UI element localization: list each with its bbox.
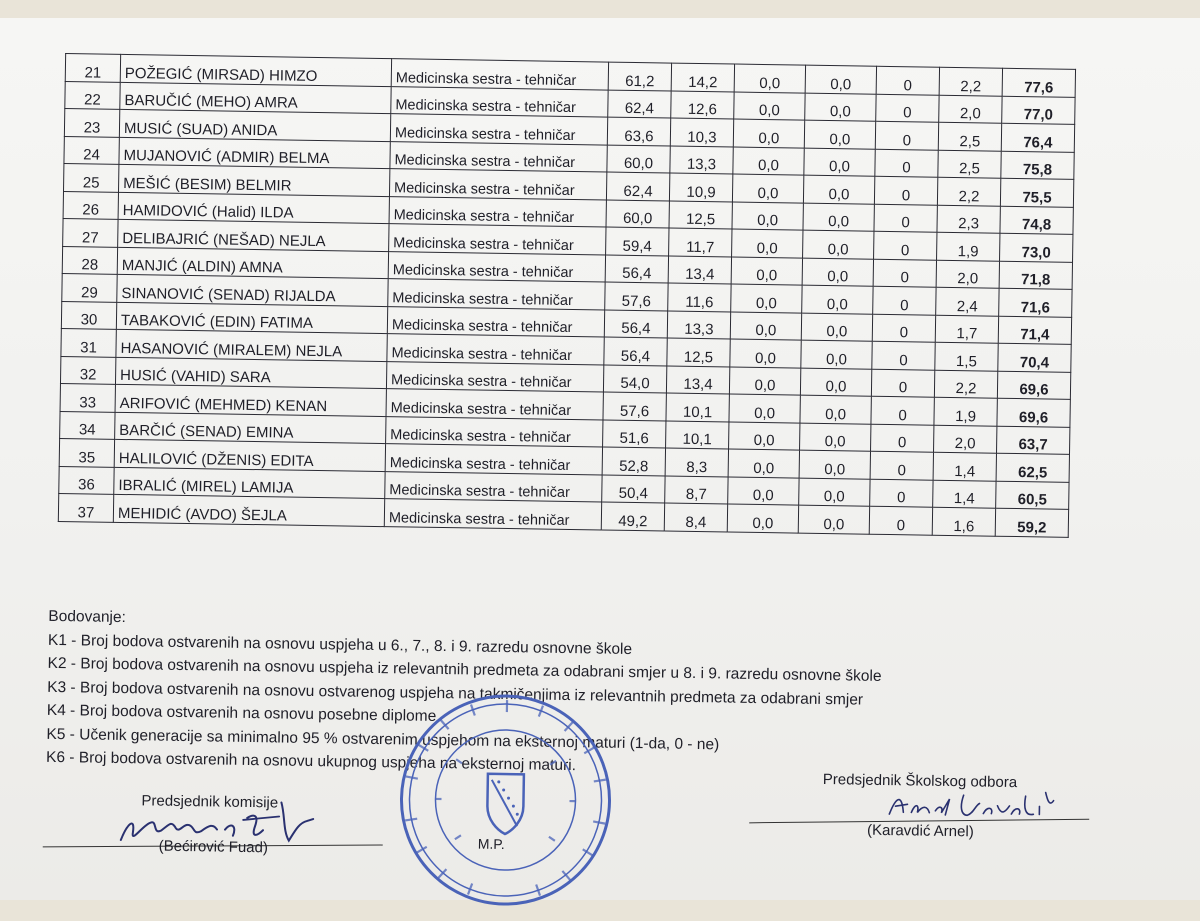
- k3-cell: 0,0: [732, 202, 803, 231]
- name-cell: MANJIĆ (ALDIN) AMNA: [117, 247, 388, 279]
- k6-cell: 1,6: [932, 507, 995, 535]
- name-cell: DELIBAJRIĆ (NEŠAD) NEJLA: [118, 219, 389, 251]
- k6-cell: 1,7: [935, 315, 998, 343]
- legend-item-k5: K5 - Učenik generacije sa minimalno 95 % ostvarenim uspjehom na eksternoj maturi (1-da, 0 - ne): [46, 725, 720, 753]
- k4-cell: 0,0: [802, 258, 873, 287]
- k5-cell: 0: [873, 259, 936, 287]
- total-cell: 69,6: [997, 371, 1070, 400]
- program-cell: Medicinska sestra - tehničar: [388, 251, 605, 282]
- k2-cell: 10,9: [669, 173, 732, 201]
- k3-cell: 0,0: [730, 339, 801, 368]
- k5-cell: 0: [874, 231, 937, 259]
- program-cell: Medicinska sestra - tehničar: [386, 416, 603, 447]
- k5-cell: 0: [870, 479, 933, 507]
- total-cell: 77,0: [1002, 96, 1075, 125]
- rank-cell: 35: [59, 438, 114, 466]
- k6-cell: 2,0: [939, 95, 1002, 123]
- k3-cell: 0,0: [730, 312, 801, 341]
- name-cell: MEŠIĆ (BESIM) BELMIR: [119, 164, 390, 196]
- k4-cell: 0,0: [798, 505, 869, 534]
- k4-cell: 0,0: [800, 368, 871, 397]
- rank-cell: 31: [61, 329, 116, 357]
- rank-cell: 37: [58, 493, 113, 521]
- rank-cell: 21: [65, 54, 120, 82]
- rank-cell: 32: [60, 356, 115, 384]
- k5-cell: 0: [869, 506, 932, 534]
- k2-cell: 13,4: [668, 256, 731, 284]
- total-cell: 62,5: [996, 453, 1069, 482]
- k1-cell: 60,0: [607, 145, 670, 173]
- k4-cell: 0,0: [800, 395, 871, 424]
- program-cell: Medicinska sestra - tehničar: [389, 196, 606, 227]
- k6-cell: 2,2: [934, 370, 997, 398]
- k1-cell: 60,0: [606, 200, 669, 228]
- school-seal-stamp: [394, 688, 617, 911]
- k5-cell: 0: [871, 396, 934, 424]
- k6-cell: 2,5: [938, 150, 1001, 178]
- program-cell: Medicinska sestra - tehničar: [390, 114, 607, 145]
- k3-cell: 0,0: [734, 64, 805, 93]
- rank-cell: 33: [60, 383, 115, 411]
- k3-cell: 0,0: [731, 284, 802, 313]
- school-board-president-title: Predsjednik Školskog odbora: [822, 771, 1018, 792]
- results-table-body: [58, 54, 1075, 537]
- rank-cell: 24: [64, 136, 119, 164]
- k6-cell: 1,9: [937, 232, 1000, 260]
- k1-cell: 56,4: [605, 255, 668, 283]
- rank-cell: 22: [65, 81, 120, 109]
- k4-cell: 0,0: [805, 93, 876, 122]
- legend-item-k1: K1 - Broj bodova ostvarenih na osnovu uspjeha u 6., 7., 8. i 9. razredu osnovne škole: [47, 631, 633, 658]
- name-cell: ARIFOVIĆ (MEHMED) KENAN: [115, 384, 386, 416]
- name-cell: HASANOVIĆ (MIRALEM) NEJLA: [116, 329, 387, 361]
- k1-cell: 51,6: [603, 420, 666, 448]
- name-cell: BARČIĆ (SENAD) EMINA: [115, 412, 386, 444]
- k1-cell: 49,2: [601, 502, 664, 530]
- k4-cell: 0,0: [804, 148, 875, 177]
- rank-cell: 25: [64, 164, 119, 192]
- total-cell: 71,6: [999, 288, 1072, 317]
- k2-cell: 10,1: [666, 393, 729, 421]
- k5-cell: 0: [874, 204, 937, 232]
- name-cell: SINANOVIĆ (SENAD) RIJALDA: [117, 274, 388, 306]
- k6-cell: 1,4: [933, 452, 996, 480]
- k3-cell: 0,0: [728, 449, 799, 478]
- rank-cell: 36: [59, 466, 114, 494]
- k3-cell: 0,0: [732, 174, 803, 203]
- commission-president-name: (Bećirović Fuad): [158, 837, 269, 857]
- k6-cell: 2,5: [938, 122, 1001, 150]
- k1-cell: 62,4: [608, 90, 671, 118]
- legend-heading: Bodovanje:: [48, 607, 127, 627]
- name-cell: BARUČIĆ (MEHO) AMRA: [120, 82, 391, 114]
- k6-cell: 2,3: [937, 205, 1000, 233]
- k5-cell: 0: [876, 94, 939, 122]
- name-cell: MUJANOVIĆ (ADMIR) BELMA: [119, 137, 390, 169]
- k4-cell: 0,0: [803, 203, 874, 232]
- program-cell: Medicinska sestra - tehničar: [386, 389, 603, 420]
- k1-cell: 62,4: [606, 172, 669, 200]
- program-cell: Medicinska sestra - tehničar: [391, 59, 608, 90]
- k6-cell: 2,2: [937, 177, 1000, 205]
- total-cell: 74,8: [1000, 206, 1073, 235]
- k2-cell: 12,6: [671, 91, 734, 119]
- results-table: [58, 53, 1076, 537]
- k5-cell: 0: [871, 424, 934, 452]
- k4-cell: 0,0: [803, 175, 874, 204]
- k2-cell: 10,1: [666, 421, 729, 449]
- total-cell: 63,7: [997, 426, 1070, 455]
- k5-cell: 0: [872, 341, 935, 369]
- k4-cell: 0,0: [805, 65, 876, 94]
- k2-cell: 10,3: [670, 118, 733, 146]
- k2-cell: 13,3: [667, 311, 730, 339]
- k2-cell: 11,6: [668, 283, 731, 311]
- k5-cell: 0: [871, 369, 934, 397]
- k3-cell: 0,0: [733, 147, 804, 176]
- program-cell: Medicinska sestra - tehničar: [388, 279, 605, 310]
- legend-item-k2: K2 - Broj bodova ostvarenih na osnovu uspjeha iz relevantnih predmeta za odabrani smjer u 8. i 9. razredu osnovne škole: [47, 654, 882, 685]
- total-cell: 71,8: [999, 261, 1072, 290]
- rank-cell: 23: [64, 109, 119, 137]
- k4-cell: 0,0: [799, 478, 870, 507]
- k1-cell: 61,2: [608, 62, 671, 90]
- total-cell: 60,5: [996, 481, 1069, 510]
- rank-cell: 30: [61, 301, 116, 329]
- name-cell: HALILOVIĆ (DŽENIS) EDITA: [114, 439, 385, 471]
- k1-cell: 56,4: [604, 337, 667, 365]
- k3-cell: 0,0: [728, 476, 799, 505]
- k5-cell: 0: [872, 314, 935, 342]
- k1-cell: 52,8: [602, 447, 665, 475]
- rank-cell: 28: [62, 246, 117, 274]
- k5-cell: 0: [873, 286, 936, 314]
- name-cell: HUSIĆ (VAHID) SARA: [115, 357, 386, 389]
- k3-cell: 0,0: [729, 422, 800, 451]
- k4-cell: 0,0: [802, 285, 873, 314]
- stamp-placeholder-label: M.P.: [477, 835, 505, 853]
- program-cell: Medicinska sestra - tehničar: [386, 361, 603, 392]
- total-cell: 76,4: [1001, 123, 1074, 152]
- rank-cell: 29: [62, 274, 117, 302]
- program-cell: Medicinska sestra - tehničar: [387, 306, 604, 337]
- k3-cell: 0,0: [729, 394, 800, 423]
- k2-cell: 11,7: [669, 228, 732, 256]
- k6-cell: 2,0: [936, 260, 999, 288]
- k1-cell: 50,4: [602, 475, 665, 503]
- k2-cell: 14,2: [671, 63, 734, 91]
- commission-president-title: Predsjednik komisije: [141, 792, 279, 812]
- legend-item-k3: K3 - Broj bodova ostvarenih na osnovu ostvarenog uspjeha na takmičenjima iz relevantnih predmeta za odabrani smjer: [47, 678, 864, 709]
- total-cell: 73,0: [1000, 233, 1073, 262]
- k2-cell: 8,4: [664, 503, 727, 531]
- rank-cell: 26: [63, 191, 118, 219]
- k4-cell: 0,0: [799, 450, 870, 479]
- k2-cell: 8,3: [665, 448, 728, 476]
- program-cell: Medicinska sestra - tehničar: [390, 141, 607, 172]
- k3-cell: 0,0: [733, 119, 804, 148]
- name-cell: TABAKOVIĆ (EDIN) FATIMA: [116, 302, 387, 334]
- k1-cell: 57,6: [605, 282, 668, 310]
- k6-cell: 1,4: [933, 480, 996, 508]
- k2-cell: 13,3: [670, 146, 733, 174]
- name-cell: HAMIDOVIĆ (Halid) ILDA: [118, 192, 389, 224]
- k2-cell: 13,4: [666, 366, 729, 394]
- k5-cell: 0: [870, 451, 933, 479]
- k3-cell: 0,0: [731, 257, 802, 286]
- k1-cell: 57,6: [603, 392, 666, 420]
- program-cell: Medicinska sestra - tehničar: [384, 499, 601, 530]
- total-cell: 77,6: [1002, 68, 1075, 97]
- k1-cell: 63,6: [607, 117, 670, 145]
- program-cell: Medicinska sestra - tehničar: [389, 224, 606, 255]
- k6-cell: 2,4: [936, 287, 999, 315]
- rank-cell: 34: [60, 411, 115, 439]
- program-cell: Medicinska sestra - tehničar: [387, 334, 604, 365]
- school-board-president-name: (Karavdić Arnel): [866, 821, 974, 841]
- k5-cell: 0: [876, 66, 939, 94]
- total-cell: 75,8: [1001, 151, 1074, 180]
- total-cell: 59,2: [995, 508, 1068, 537]
- k1-cell: 59,4: [606, 227, 669, 255]
- legend-item-k6: K6 - Broj bodova ostvarenih na osnovu ukupnog uspjeha na eksternoj maturi.: [45, 748, 577, 775]
- k4-cell: 0,0: [804, 120, 875, 149]
- program-cell: Medicinska sestra - tehničar: [389, 169, 606, 200]
- name-cell: MUSIĆ (SUAD) ANIDA: [119, 109, 390, 141]
- k1-cell: 56,4: [604, 310, 667, 338]
- rank-cell: 27: [63, 219, 118, 247]
- total-cell: 70,4: [998, 343, 1071, 372]
- k4-cell: 0,0: [803, 230, 874, 259]
- k6-cell: 1,5: [935, 342, 998, 370]
- legend-item-k4: K4 - Broj bodova ostvarenih na osnovu posebne diplome: [46, 701, 437, 725]
- total-cell: 71,4: [998, 316, 1071, 345]
- program-cell: Medicinska sestra - tehničar: [385, 471, 602, 502]
- total-cell: 75,5: [1000, 178, 1073, 207]
- k2-cell: 8,7: [665, 476, 728, 504]
- k6-cell: 1,9: [934, 397, 997, 425]
- name-cell: POŽEGIĆ (MIRSAD) HIMZO: [120, 54, 391, 86]
- k6-cell: 2,0: [934, 425, 997, 453]
- k4-cell: 0,0: [801, 340, 872, 369]
- k2-cell: 12,5: [669, 201, 732, 229]
- k3-cell: 0,0: [732, 229, 803, 258]
- k1-cell: 54,0: [603, 365, 666, 393]
- k3-cell: 0,0: [729, 367, 800, 396]
- name-cell: IBRALIĆ (MIREL) LAMIJA: [114, 467, 385, 499]
- k6-cell: 2,2: [939, 67, 1002, 95]
- total-cell: 69,6: [997, 398, 1070, 427]
- k5-cell: 0: [874, 176, 937, 204]
- k4-cell: 0,0: [800, 423, 871, 452]
- program-cell: Medicinska sestra - tehničar: [385, 444, 602, 475]
- name-cell: MEHIDIĆ (AVDO) ŠEJLA: [113, 494, 384, 526]
- k5-cell: 0: [875, 121, 938, 149]
- program-cell: Medicinska sestra - tehničar: [391, 86, 608, 117]
- k2-cell: 12,5: [667, 338, 730, 366]
- k3-cell: 0,0: [727, 504, 798, 533]
- k3-cell: 0,0: [734, 92, 805, 121]
- k5-cell: 0: [875, 149, 938, 177]
- k4-cell: 0,0: [801, 313, 872, 342]
